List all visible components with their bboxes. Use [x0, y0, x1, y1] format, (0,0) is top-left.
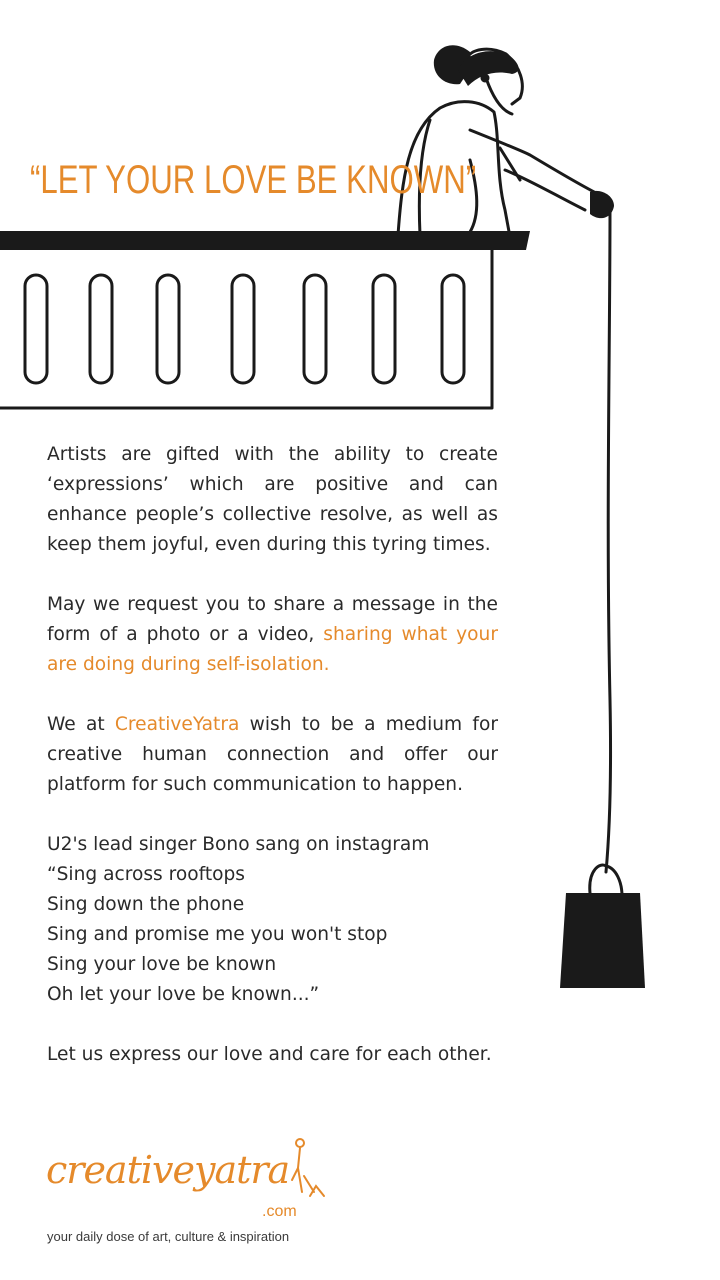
- paragraph-medium: [47, 710, 498, 800]
- closing-line: Let us express our love and care for each other.: [47, 1044, 492, 1065]
- headline: “LET YOUR LOVE BE KNOWN”: [30, 158, 477, 202]
- body-text: [47, 440, 498, 1070]
- lyric-line: “Sing across rooftops: [47, 864, 245, 885]
- tagline: your daily dose of art, culture & inspiration: [47, 1229, 290, 1244]
- medium-text-end: wish to be a medium for creative human connection and offer our platform for such communication to happen.: [47, 714, 498, 795]
- paragraph-request: [47, 590, 498, 680]
- lyric-line: Sing your love be known: [47, 954, 277, 975]
- logo-domain: .com: [262, 1203, 297, 1220]
- request-highlight: sharing what your are doing during self-isolation.: [47, 624, 498, 675]
- brand-name: CreativeYatra: [114, 714, 240, 735]
- logo-wordmark: creativeyatra: [46, 1148, 290, 1192]
- lyric-line: Oh let your love be known...”: [47, 984, 320, 1005]
- lyric-line: Sing down the phone: [47, 894, 245, 915]
- medium-text-start: We at: [47, 714, 115, 735]
- lyric-line: U2's lead singer Bono sang on instagram: [47, 834, 430, 855]
- lyric-line: Sing and promise me you won't stop: [47, 924, 388, 945]
- request-text: May we request you to share a message in the form of a photo or a video,: [47, 594, 498, 645]
- paragraph-artists: Artists are gifted with the ability to create ‘expressions’ which are positive and can enhance people’s collective resolve, as well as keep them joyful, even during this tyring times.: [47, 444, 498, 555]
